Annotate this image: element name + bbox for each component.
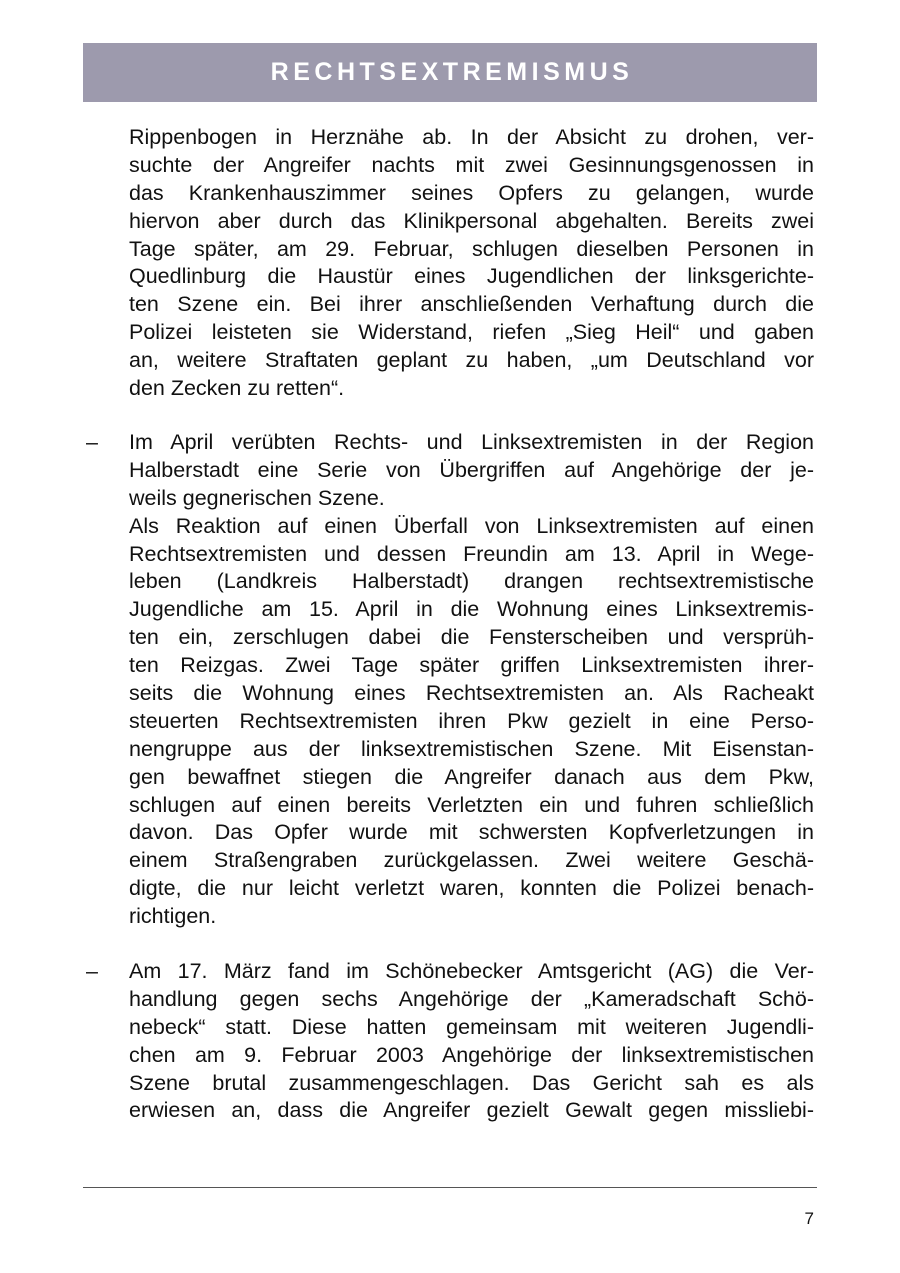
text-line: schlugen auf einen bereits Verletzten ein und fuhren schließlich <box>129 792 814 817</box>
text-line: richtigen. <box>129 904 217 929</box>
text-line: Polizei leisteten sie Widerstand, riefen „Sieg Heil“ und gaben <box>129 320 814 345</box>
list-dash: – <box>86 959 98 983</box>
text-line: Am 17. März fand im Schönebecker Amtsgericht (AG) die Ver- <box>129 959 814 983</box>
text-line: einem Straßengraben zurückgelassen. Zwei weitere Geschä- <box>129 848 814 873</box>
page-number: 7 <box>804 1209 814 1228</box>
text-line: Rippenbogen in Herznähe ab. In der Absicht zu drohen, ver- <box>129 125 814 149</box>
text-line: nengruppe aus der linksextremistischen Szene. Mit Eisenstan- <box>129 736 814 761</box>
text-line: chen am 9. Februar 2003 Angehörige der linksextremistischen <box>129 1042 814 1067</box>
text-line: steuerten Rechtsextremisten ihren Pkw gezielt in eine Perso- <box>129 708 814 733</box>
footer-divider <box>83 1187 817 1188</box>
text-line: leben (Landkreis Halberstadt) drangen rechtsextremistische <box>129 569 814 594</box>
page-header-title: RECHTSEXTREMISMUS <box>270 58 634 86</box>
text-line: Szene brutal zusammengeschlagen. Das Gericht sah es als <box>129 1070 814 1095</box>
list-item-halberstadt <box>129 429 814 931</box>
text-line: weils gegnerischen Szene. <box>129 485 385 510</box>
text-line: ten Szene ein. Bei ihrer anschließenden Verhaftung durch die <box>129 292 814 317</box>
text-line: hiervon aber durch das Klinikpersonal abgehalten. Bereits zwei <box>129 208 814 233</box>
text-line: Rechtsextremisten und dessen Freundin am 13. April in Wege- <box>129 541 814 566</box>
list-item-schoenebeck <box>129 958 814 1125</box>
text-line: Halberstadt eine Serie von Übergriffen auf Angehörige der je- <box>129 457 814 482</box>
text-line: handlung gegen sechs Angehörige der „Kameradschaft Schö- <box>129 986 814 1011</box>
text-line: davon. Das Opfer wurde mit schwersten Kopfverletzungen in <box>129 820 814 845</box>
header-band <box>83 43 817 102</box>
text-line: Tage später, am 29. Februar, schlugen dieselben Personen in <box>129 236 814 261</box>
text-line: das Krankenhauszimmer seines Opfers zu gelangen, wurde <box>129 180 814 205</box>
text-line: Als Reaktion auf einen Überfall von Linksextremisten auf einen <box>129 513 814 538</box>
text-line: den Zecken zu retten“. <box>129 376 345 401</box>
text-line: seits die Wohnung eines Rechtsextremisten an. Als Racheakt <box>129 681 814 706</box>
text-line: erwiesen an, dass die Angreifer gezielt Gewalt gegen missliebi- <box>129 1098 814 1123</box>
text-line: an, weitere Straftaten geplant zu haben, „um Deutschland vor <box>129 348 814 373</box>
text-line: ten ein, zerschlugen dabei die Fensterscheiben und versprüh- <box>129 625 814 650</box>
text-line: suchte der Angreifer nachts mit zwei Gesinnungsgenossen in <box>129 152 814 177</box>
text-line: digte, die nur leicht verletzt waren, konnten die Polizei benach- <box>129 876 814 901</box>
text-line: Jugendliche am 15. April in die Wohnung eines Linksextremis- <box>129 597 814 622</box>
list-dash: – <box>86 430 98 454</box>
text-line: ten Reizgas. Zwei Tage später griffen Linksextremisten ihrer- <box>129 653 814 678</box>
paragraph-continuation <box>129 124 814 403</box>
text-line: gen bewaffnet stiegen die Angreifer danach aus dem Pkw, <box>129 764 814 789</box>
text-line: Quedlinburg die Haustür eines Jugendlichen der linksgerichte- <box>129 264 814 289</box>
text-line: nebeck“ statt. Diese hatten gemeinsam mit weiteren Jugendli- <box>129 1014 814 1039</box>
text-line: Im April verübten Rechts- und Linksextremisten in der Region <box>129 430 814 454</box>
